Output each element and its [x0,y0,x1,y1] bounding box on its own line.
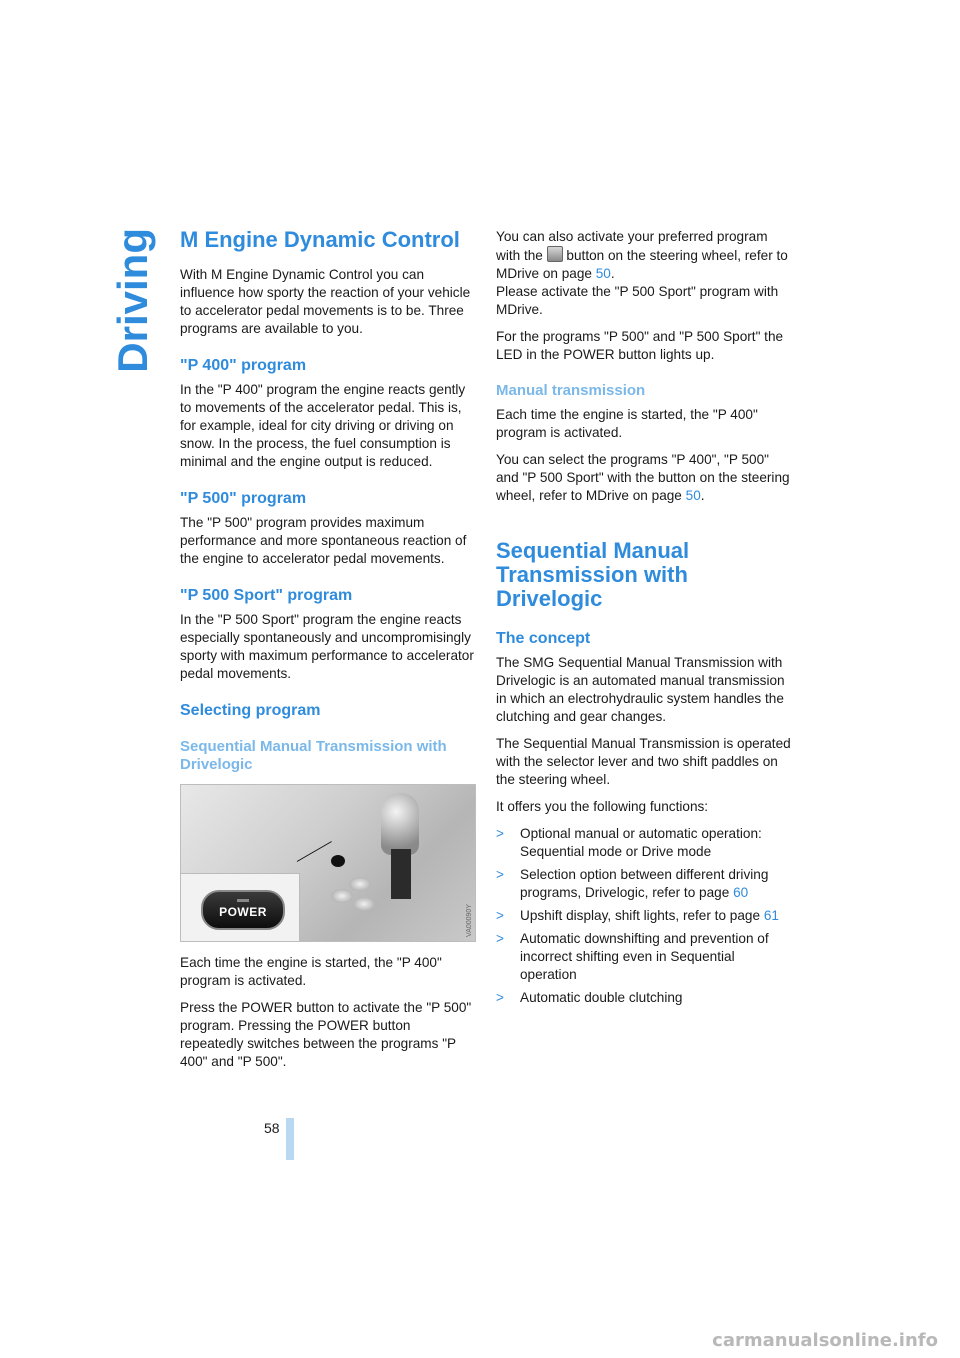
list-item: > Automatic downshifting and prevention of incorrect shifting even in Sequential operation [496,931,769,982]
smg-subheading: Sequential Manual Transmission with Drivelogic [180,738,447,773]
concept-paragraph-3: It offers you the following functions: [496,799,709,814]
mdrive-paragraph: You can also activate your preferred program with the button on the steering wheel, refer to MDrive on page 50. [496,229,788,281]
page-marker-bar [286,1118,294,1160]
mdrive-sport-paragraph: Please activate the "P 500 Sport" program with MDrive. [496,284,779,317]
power-button-location [331,855,345,867]
p500-heading: "P 500" program [180,490,307,507]
console-button [349,877,371,891]
intro-paragraph: With M Engine Dynamic Control you can influence how sporty the reaction of your vehicle to accelerator pedal movements is to be. Three programs are available to you. [180,267,471,336]
right-column [496,228,792,1012]
page-link-61[interactable]: 61 [763,908,779,923]
console-button [331,889,353,903]
figure-code: VA00090Y [466,904,473,937]
left-column [180,228,476,1080]
console-button [353,897,375,911]
p500-paragraph: The "P 500" program provides maximum performance and more spontaneous reaction of the engine to accelerator pedal movements. [180,515,467,566]
list-item: > Optional manual or automatic operation: Sequential mode or Drive mode [496,826,762,859]
section-tab: Driving [109,228,156,373]
p400-paragraph: In the "P 400" program the engine reacts gently to movements of the accelerator pedal. This is, for example, ideal for city driving or driving on snow. In the process, the fuel consumption is minimal and the engine output is reduced. [180,382,466,469]
smg-section-title: Sequential Manual Transmission with Drivelogic [496,538,690,611]
concept-paragraph-1: The SMG Sequential Manual Transmission with Drivelogic is an automated manual transmission in which an electrohydraulic system handles the clutching and gear changes. [496,655,785,724]
manual-paragraph-1: Each time the engine is started, the "P 400" program is activated. [496,407,758,440]
manual-paragraph-2: You can select the programs "P 400", "P 500" and "P 500 Sport" with the button on the steering wheel, refer to MDrive on page 50. [496,452,790,503]
list-item: > Automatic double clutching [496,990,683,1005]
led-paragraph: For the programs "P 500" and "P 500 Sport" the LED in the POWER button lights up. [496,329,784,362]
power-button-figure [180,784,476,942]
p500-sport-paragraph: In the "P 500 Sport" program the engine reacts especially spontaneously and uncompromisingly sporty with maximum performance to accelerator pedal movements. [180,612,474,681]
page-link-50[interactable]: 50 [595,266,611,281]
power-led [237,899,249,902]
shifter-shaft [391,849,411,899]
mdrive-steering-button-icon [547,246,563,262]
page-link-50[interactable]: 50 [685,488,701,503]
concept-paragraph-2: The Sequential Manual Transmission is operated with the selector lever and two shift paddles on the steering wheel. [496,736,791,787]
after-figure-paragraph-2: Press the POWER button to activate the "P 500" program. Pressing the POWER button repeatedly switches between the programs "P 400" and "P 500". [180,1000,472,1069]
power-button-illustration [201,890,285,930]
selecting-program-heading: Selecting program [180,702,321,719]
p400-heading: "P 400" program [180,357,307,374]
after-figure-paragraph-1: Each time the engine is started, the "P 400" program is activated. [180,955,442,988]
concept-heading: The concept [496,630,591,647]
list-item: > Selection option between different driving programs, Drivelogic, refer to page 60 [496,867,769,900]
manual-transmission-heading: Manual transmission [496,382,646,399]
page-number: 58 [264,1120,280,1136]
page-link-60[interactable]: 60 [733,885,749,900]
section-title: M Engine Dynamic Control [180,227,460,252]
list-item: > Upshift display, shift lights, refer to page 61 [496,908,779,923]
power-button-inset [181,873,300,942]
functions-list [496,825,792,1007]
watermark: carmanualsonline.info [712,1330,938,1351]
power-button-label: POWER [219,905,267,919]
p500-sport-heading: "P 500 Sport" program [180,587,353,604]
callout-line [297,841,332,862]
gear-shifter-illustration [381,793,419,855]
